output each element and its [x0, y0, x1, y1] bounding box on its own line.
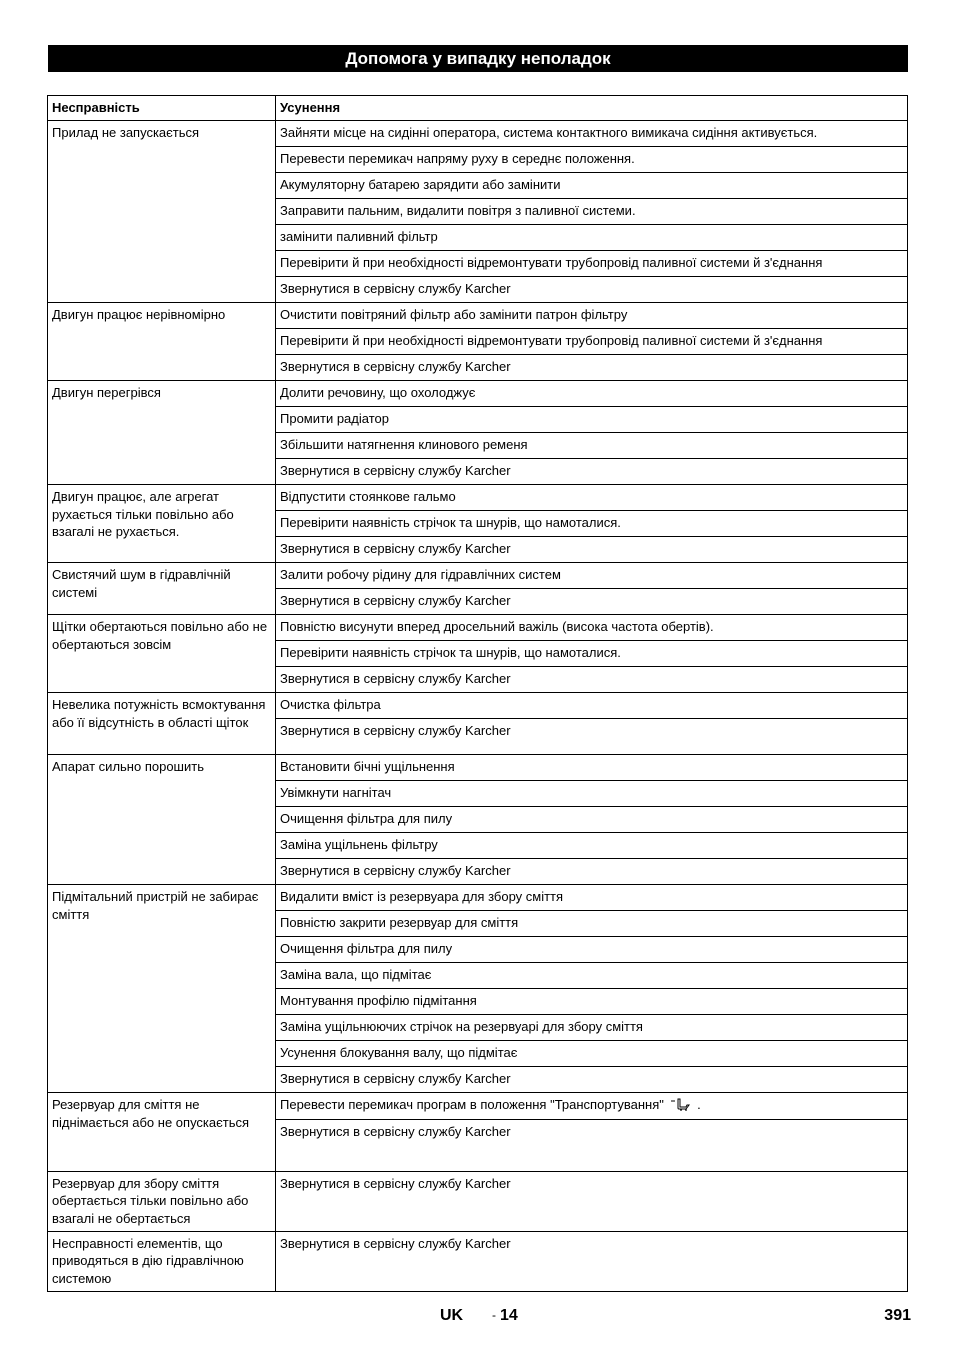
remedy-cell: Перевести перемикач напряму руху в середнє положення. — [276, 147, 908, 173]
fault-cell: Апарат сильно порошить — [48, 755, 276, 885]
remedy-cell: Зайняти місце на сидінні оператора, система контактного вимикача сидіння активується. — [276, 121, 908, 147]
fault-cell: Підмітальний пристрій не забирає сміття — [48, 885, 276, 1093]
remedy-cell: Заправити пальним, видалити повітря з паливної системи. — [276, 199, 908, 225]
troubleshooting-table — [47, 95, 908, 1292]
page-title: Допомога у випадку неполадок — [48, 45, 908, 72]
remedy-cell: Звернутися в сервісну службу Karcher — [276, 1067, 908, 1093]
table-row — [48, 615, 908, 641]
fault-cell: Резервуар для сміття не піднімається або не опускається — [48, 1093, 276, 1172]
table-row — [48, 1093, 908, 1120]
remedy-cell: Звернутися в сервісну службу Karcher — [276, 667, 908, 693]
remedy-cell: Звернутися в сервісну службу Karcher — [276, 589, 908, 615]
fault-cell: Прилад не запускається — [48, 121, 276, 303]
footer-language: UK — [440, 1307, 464, 1324]
remedy-cell: Видалити вміст із резервуара для збору сміття — [276, 885, 908, 911]
table-row — [48, 755, 908, 781]
table-row — [48, 381, 908, 407]
table-row — [48, 1171, 908, 1231]
remedy-cell: Долити речовину, що охолоджує — [276, 381, 908, 407]
remedy-cell: Збільшити натягнення клинового ременя — [276, 433, 908, 459]
table-row — [48, 485, 908, 511]
fault-cell: Щітки обертаються повільно або не обертаються зовсім — [48, 615, 276, 693]
fault-column-header: Несправність — [48, 96, 276, 121]
remedy-cell: Звернутися в сервісну службу Karcher — [276, 277, 908, 303]
remedy-cell: Звернутися в сервісну службу Karcher — [276, 859, 908, 885]
fault-cell: Свистячий шум в гідравлічній системі — [48, 563, 276, 615]
remedy-cell: Увімкнути нагнітач — [276, 781, 908, 807]
remedy-cell: Звернутися в сервісну службу Karcher — [276, 1119, 908, 1171]
footer-section-number: 14 — [500, 1307, 518, 1324]
remedy-cell: Заміна ущільнень фільтру — [276, 833, 908, 859]
remedy-cell: Звернутися в сервісну службу Karcher — [276, 537, 908, 563]
table-header-row — [48, 96, 908, 121]
remedy-cell: Очищення фільтра для пилу — [276, 807, 908, 833]
remedy-column-header: Усунення — [276, 96, 908, 121]
remedy-cell: Перевірити наявність стрічок та шнурів, що намоталися. — [276, 511, 908, 537]
remedy-text: Перевести перемикач програм в положення "Транспортування" — [280, 1097, 664, 1112]
fault-cell: Резервуар для збору сміття обертається тільки повільно або взагалі не обертається — [48, 1171, 276, 1231]
remedy-cell: Встановити бічні ущільнення — [276, 755, 908, 781]
remedy-cell: Звернутися в сервісну службу Karcher — [276, 719, 908, 755]
remedy-cell: замінити паливний фільтр — [276, 225, 908, 251]
fault-cell: Двигун перегрівся — [48, 381, 276, 485]
table-row — [48, 121, 908, 147]
remedy-cell: Залити робочу рідину для гідравлічних систем — [276, 563, 908, 589]
remedy-text-end: . — [697, 1097, 701, 1112]
remedy-cell: Монтування профілю підмітання — [276, 989, 908, 1015]
remedy-cell: Повністю закрити резервуар для сміття — [276, 911, 908, 937]
remedy-cell: Заміна ущільнюючих стрічок на резервуарі для збору сміття — [276, 1015, 908, 1041]
fault-cell: Несправності елементів, що приводяться в дію гідравлічною системою — [48, 1231, 276, 1291]
fault-cell: Невелика потужність всмоктування або її відсутність в області щіток — [48, 693, 276, 755]
remedy-cell: Акумуляторну батарею зарядити або замінити — [276, 173, 908, 199]
remedy-cell: Звернутися в сервісну службу Karcher — [276, 459, 908, 485]
remedy-cell: Очистити повітряний фільтр або замінити патрон фільтру — [276, 303, 908, 329]
footer-page-number: 391 — [884, 1307, 911, 1324]
remedy-cell: Перевірити й при необхідності відремонтувати трубопровід паливної системи й з'єднання — [276, 329, 908, 355]
remedy-cell: Перевірити наявність стрічок та шнурів, що намоталися. — [276, 641, 908, 667]
remedy-cell: Заміна вала, що підмітає — [276, 963, 908, 989]
table-row — [48, 1231, 908, 1291]
transport-position-icon — [670, 1097, 692, 1116]
table-row — [48, 563, 908, 589]
remedy-cell: Звернутися в сервісну службу Karcher — [276, 355, 908, 381]
footer-section-page — [492, 1307, 518, 1325]
table-row — [48, 693, 908, 719]
remedy-cell: Відпустити стоянкове гальмо — [276, 485, 908, 511]
remedy-cell: Усунення блокування валу, що підмітає — [276, 1041, 908, 1067]
fault-cell: Двигун працює нерівномірно — [48, 303, 276, 381]
remedy-cell: Повністю висунути вперед дросельний важіль (висока частота обертів). — [276, 615, 908, 641]
remedy-cell: Промити радіатор — [276, 407, 908, 433]
remedy-cell: Звернутися в сервісну службу Karcher — [276, 1231, 908, 1291]
remedy-cell — [276, 1093, 908, 1120]
remedy-cell: Звернутися в сервісну службу Karcher — [276, 1171, 908, 1231]
table-row — [48, 885, 908, 911]
fault-cell: Двигун працює, але агрегат рухається тільки повільно або взагалі не рухається. — [48, 485, 276, 563]
remedy-cell: Перевірити й при необхідності відремонтувати трубопровід паливної системи й з'єднання — [276, 251, 908, 277]
footer-dash: - — [492, 1308, 496, 1322]
table-row — [48, 303, 908, 329]
remedy-cell: Очистка фільтра — [276, 693, 908, 719]
remedy-cell: Очищення фільтра для пилу — [276, 937, 908, 963]
